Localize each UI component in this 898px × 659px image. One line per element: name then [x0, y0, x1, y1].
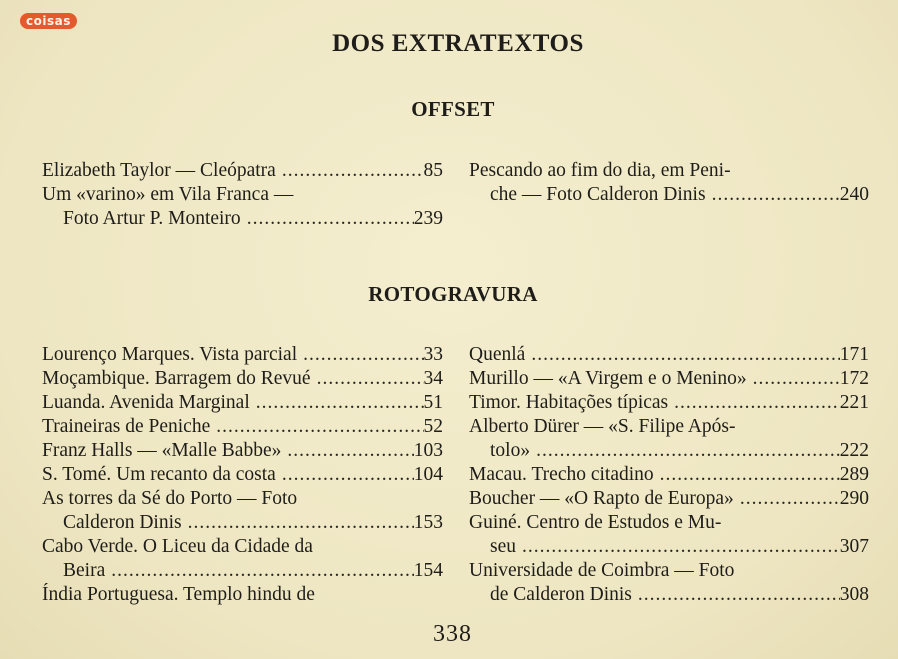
- entry-text: As torres da Sé do Porto — Foto: [42, 488, 298, 509]
- entry-page-number: 33: [423, 344, 443, 365]
- entry-line: [42, 343, 443, 367]
- dot-leader: [311, 367, 424, 391]
- entry-page-number: 103: [413, 440, 443, 461]
- dot-leader: [516, 535, 840, 559]
- entry-text: Elizabeth Taylor — Cleópatra: [42, 160, 276, 181]
- entry-line: [42, 367, 443, 391]
- entry-line: [42, 391, 443, 415]
- entry-text: Alberto Dürer — «S. Filipe Após-: [469, 416, 736, 437]
- entry-continuation-line: [42, 511, 443, 535]
- entry-page-number: 34: [423, 368, 443, 389]
- index-entry: [42, 463, 443, 487]
- entry-page-number: 222: [839, 440, 869, 461]
- watermark-logo: coisas: [20, 13, 77, 29]
- entry-text: de Calderon Dinis: [490, 584, 632, 605]
- entry-text: Calderon Dinis: [63, 512, 182, 533]
- entry-line: [42, 583, 443, 607]
- entry-page-number: 154: [413, 560, 443, 581]
- entry-line: [469, 343, 869, 367]
- entry-page-number: 85: [423, 160, 443, 181]
- entry-line: [42, 415, 443, 439]
- entry-text: Pescando ao fim do dia, em Peni-: [469, 160, 731, 181]
- dot-leader: [210, 415, 423, 439]
- entry-page-number: 308: [839, 584, 869, 605]
- entry-continuation-line: [469, 439, 869, 463]
- section-heading-offset: OFFSET: [411, 97, 495, 121]
- index-entry: [469, 391, 869, 415]
- entry-line: [42, 487, 443, 511]
- entry-line: [469, 159, 869, 183]
- entry-continuation-line: [42, 559, 443, 583]
- entry-text: Um «varino» em Vila Franca —: [42, 184, 294, 205]
- entry-page-number: 104: [413, 464, 443, 485]
- entry-page-number: 221: [839, 392, 869, 413]
- index-entry: [469, 487, 869, 511]
- index-entry: [469, 343, 869, 367]
- entry-page-number: 52: [423, 416, 443, 437]
- entry-line: [469, 391, 869, 415]
- entry-text: Timor. Habitações típicas: [469, 392, 669, 413]
- dot-leader: [281, 439, 413, 463]
- entry-line: [42, 159, 443, 183]
- entry-text: Índia Portuguesa. Templo hindu de: [42, 584, 315, 605]
- rotogravura-right-column: [469, 343, 869, 607]
- index-entry: [42, 439, 443, 463]
- entry-line: [469, 559, 869, 583]
- dot-leader: [530, 439, 840, 463]
- entry-line: [469, 463, 869, 487]
- entry-text: Beira: [63, 560, 106, 581]
- entry-text: Franz Halls — «Malle Babbe»: [42, 440, 282, 461]
- entry-continuation-line: [469, 583, 869, 607]
- entry-line: [42, 183, 443, 207]
- section-heading-rotogravura: ROTOGRAVURA: [368, 282, 538, 306]
- entry-text: seu: [490, 536, 516, 557]
- entry-text: Traineiras de Peniche: [42, 416, 211, 437]
- entry-line: [42, 463, 443, 487]
- rotogravura-left-column: [42, 343, 443, 607]
- dot-leader: [276, 159, 424, 183]
- dot-leader: [276, 463, 414, 487]
- index-entry: [469, 415, 869, 463]
- entry-text: Quenlá: [469, 344, 526, 365]
- index-entry: [469, 159, 869, 207]
- index-entry: [469, 559, 869, 607]
- dot-leader: [632, 583, 840, 607]
- entry-page-number: 307: [839, 536, 869, 557]
- index-entry: [42, 415, 443, 439]
- dot-leader: [654, 463, 840, 487]
- dot-leader: [250, 391, 424, 415]
- entry-continuation-line: [469, 183, 869, 207]
- entry-text: Foto Artur P. Monteiro: [63, 208, 241, 229]
- entry-page-number: 153: [413, 512, 443, 533]
- index-entry: [42, 487, 443, 535]
- index-entry: [42, 183, 443, 231]
- offset-right-column: [469, 159, 869, 207]
- entry-page-number: 289: [839, 464, 869, 485]
- entry-text: Luanda. Avenida Marginal: [42, 392, 250, 413]
- index-entry: [42, 159, 443, 183]
- entry-line: [469, 415, 869, 439]
- entry-page-number: 51: [423, 392, 443, 413]
- dot-leader: [182, 511, 414, 535]
- entry-text: Macau. Trecho citadino: [469, 464, 654, 485]
- dot-leader: [706, 183, 840, 207]
- index-entry: [42, 367, 443, 391]
- entry-page-number: 240: [839, 184, 869, 205]
- entry-text: Cabo Verde. O Liceu da Cidade da: [42, 536, 313, 557]
- entry-text: Lourenço Marques. Vista parcial: [42, 344, 298, 365]
- entry-text: S. Tomé. Um recanto da costa: [42, 464, 276, 485]
- entry-page-number: 290: [839, 488, 869, 509]
- entry-text: Universidade de Coimbra — Foto: [469, 560, 735, 581]
- entry-text: tolo»: [490, 440, 531, 461]
- dot-leader: [105, 559, 414, 583]
- entry-line: [469, 367, 869, 391]
- index-entry: [42, 343, 443, 367]
- dot-leader: [525, 343, 839, 367]
- offset-left-column: [42, 159, 443, 231]
- page-title: DOS EXTRATEXTOS: [332, 30, 584, 57]
- index-entry: [42, 391, 443, 415]
- index-entry: [42, 535, 443, 583]
- dot-leader: [747, 367, 840, 391]
- index-entry: [469, 511, 869, 559]
- entry-page-number: 172: [839, 368, 869, 389]
- entry-line: [469, 511, 869, 535]
- entry-text: Boucher — «O Rapto de Europa»: [469, 488, 734, 509]
- entry-continuation-line: [469, 535, 869, 559]
- entry-text: che — Foto Calderon Dinis: [490, 184, 706, 205]
- dot-leader: [734, 487, 840, 511]
- entry-page-number: 239: [413, 208, 443, 229]
- entry-line: [469, 487, 869, 511]
- page-number: 338: [433, 621, 472, 647]
- entry-text: Murillo — «A Virgem e o Menino»: [469, 368, 747, 389]
- dot-leader: [241, 207, 414, 231]
- index-entry: [469, 367, 869, 391]
- index-entry: [469, 463, 869, 487]
- entry-text: Moçambique. Barragem do Revué: [42, 368, 311, 389]
- entry-page-number: 171: [839, 344, 869, 365]
- entry-continuation-line: [42, 207, 443, 231]
- dot-leader: [668, 391, 840, 415]
- dot-leader: [297, 343, 423, 367]
- entry-line: [42, 535, 443, 559]
- entry-line: [42, 439, 443, 463]
- index-entry: [42, 583, 443, 607]
- entry-text: Guiné. Centro de Estudos e Mu-: [469, 512, 722, 533]
